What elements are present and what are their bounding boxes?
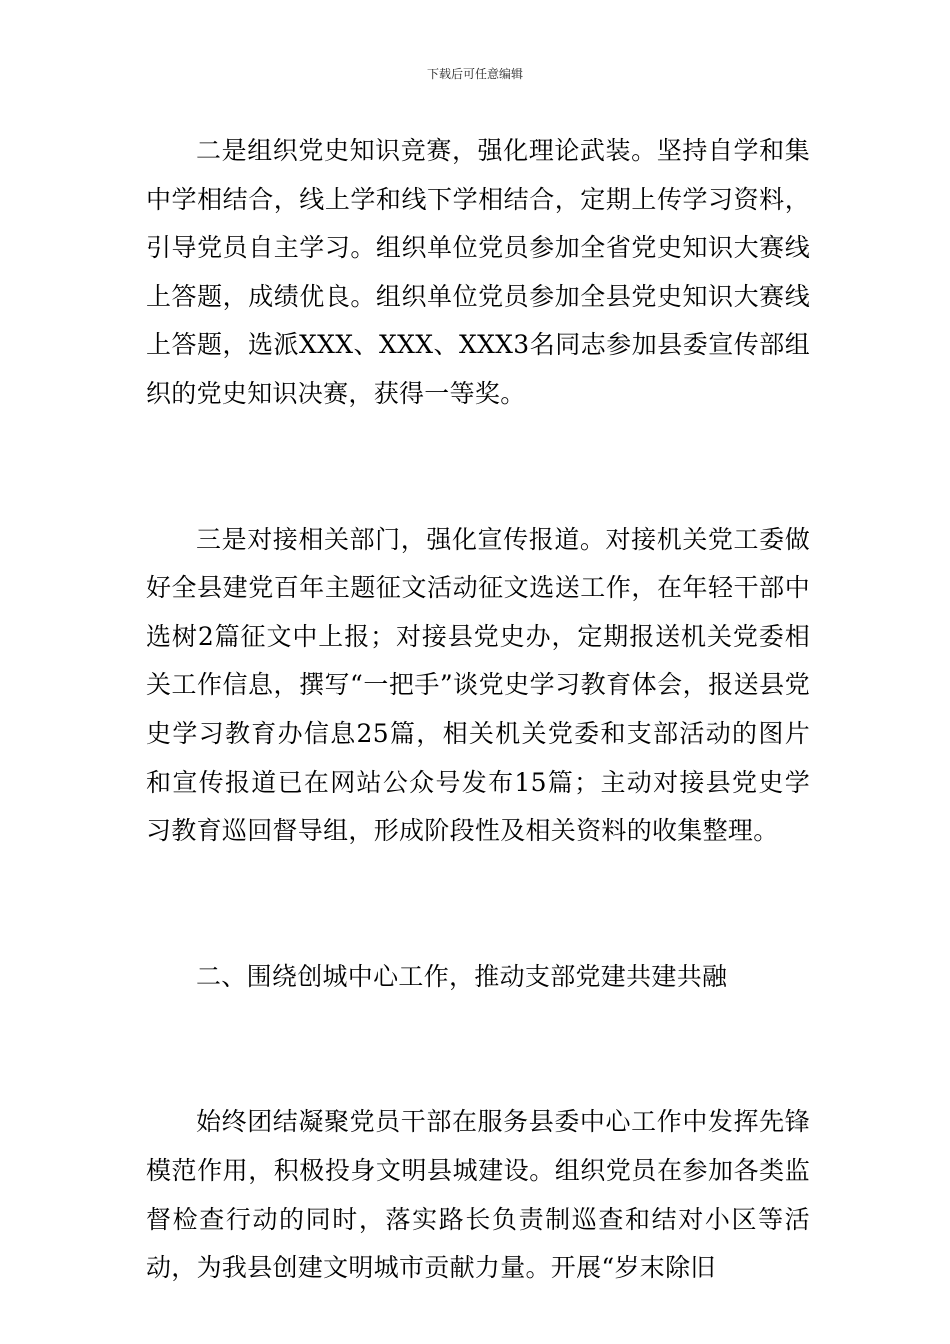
paragraph-publicity-reporting: 三是对接相关部门，强化宣传报道。对接机关党工委做好全县建党百年主题征文活动征文选送工作，在年轻干部中选树2篇征文中上报；对接县党史办，定期报送机关党委相关工作信息，撰写“一把手”谈党史学习教育体会，报送县党史学习教育办信息25篇，相关机关党委和支部活动的图片和宣传报道已在网站公众号发布15篇；主动对接县党史学习教育巡回督导组，形成阶段性及相关资料的收集整理。	[146, 524, 810, 846]
section-heading-civilized-city: 二、围绕创城中心工作，推动支部党建共建共融	[196, 961, 728, 991]
paragraph-spacer	[146, 1001, 810, 1098]
header-note: 下载后可任意编辑	[426, 67, 523, 81]
paragraph-civilized-city-work: 始终团结凝聚党员干部在服务县委中心工作中发挥先锋模范作用，积极投身文明县城建设。组织党员在参加各类监督检查行动的同时，落实路长负责制巡查和结对小区等活动，为我县创建文明城市贡献力量。开展“岁末除旧	[146, 1107, 810, 1283]
document-body	[146, 127, 810, 1293]
paragraph-party-history-quiz: 二是组织党史知识竞赛，强化理论武装。坚持自学和集中学相结合，线上学和线下学相结合，定期上传学习资料，引导党员自主学习。组织单位党员参加全省党史知识大赛线上答题，成绩优良。组织单位党员参加全县党史知识大赛线上答题，选派XXX、XXX、XXX3名同志参加县委宣传部组织的党史知识决赛，获得一等奖。	[146, 136, 810, 408]
paragraph-spacer	[146, 419, 810, 516]
paragraph-spacer	[146, 856, 810, 953]
